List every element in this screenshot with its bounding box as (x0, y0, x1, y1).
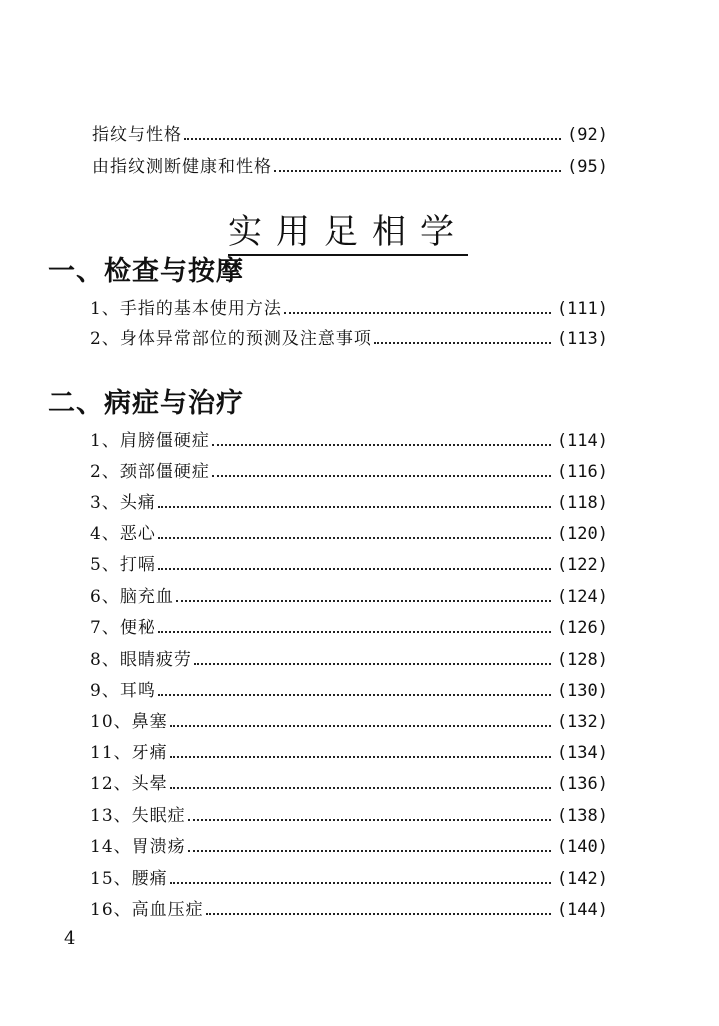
dot-leader (158, 496, 551, 508)
toc-entry[interactable] (90, 488, 608, 512)
dot-leader (158, 621, 551, 633)
toc-entry-page: (140) (556, 837, 608, 857)
toc-entry[interactable] (90, 294, 608, 318)
toc-entry-label: 1、手指的基本使用方法 (90, 299, 282, 319)
dot-leader (184, 128, 561, 140)
dot-leader (188, 840, 551, 852)
toc-entry-page: (134) (556, 743, 608, 763)
toc-entry[interactable] (90, 864, 608, 888)
dot-leader (212, 434, 551, 446)
toc-entry-page: (128) (556, 650, 608, 670)
dot-leader (158, 527, 551, 539)
toc-entry-page: (92) (567, 125, 608, 145)
toc-entry-label: 1、肩膀僵硬症 (90, 431, 210, 451)
dot-leader (170, 777, 551, 789)
page-title: 实用足相学 (228, 212, 468, 256)
toc-entry-label: 9、耳鸣 (90, 681, 156, 701)
dot-leader (170, 746, 551, 758)
toc-entry-label: 13、失眠症 (90, 806, 186, 826)
dot-leader (170, 872, 551, 884)
toc-entry[interactable] (90, 324, 608, 348)
toc-entry-page: (120) (556, 524, 608, 544)
toc-entry[interactable] (92, 120, 608, 144)
toc-entry-label: 5、打嗝 (90, 555, 156, 575)
toc-entry-label: 10、鼻塞 (90, 712, 168, 732)
toc-entry[interactable] (90, 582, 608, 606)
section-heading: 二、病症与治疗 (48, 388, 244, 419)
toc-entry[interactable] (90, 801, 608, 825)
dot-leader (206, 903, 551, 915)
toc-entry-page: (122) (556, 555, 608, 575)
toc-entry[interactable] (90, 519, 608, 543)
toc-entry-page: (136) (556, 774, 608, 794)
dot-leader (188, 809, 551, 821)
toc-entry-page: (111) (556, 299, 608, 319)
toc-entry-label: 8、眼睛疲劳 (90, 650, 192, 670)
toc-entry-label: 15、腰痛 (90, 869, 168, 889)
toc-entry-label: 16、高血压症 (90, 900, 204, 920)
toc-entry-label: 3、头痛 (90, 493, 156, 513)
toc-entry[interactable] (90, 676, 608, 700)
section-heading: 一、检查与按摩 (48, 256, 244, 287)
toc-entry-label: 14、胃溃疡 (90, 837, 186, 857)
toc-entry-label: 指纹与性格 (92, 125, 182, 145)
toc-entry-page: (95) (567, 157, 608, 177)
toc-entry-page: (114) (556, 431, 608, 451)
toc-entry-page: (130) (556, 681, 608, 701)
toc-entry[interactable] (90, 645, 608, 669)
toc-entry-label: 2、颈部僵硬症 (90, 462, 210, 482)
toc-entry-page: (116) (556, 462, 608, 482)
toc-entry-label: 12、头晕 (90, 774, 168, 794)
page-number: 4 (64, 928, 76, 949)
toc-entry[interactable] (90, 550, 608, 574)
dot-leader (158, 558, 551, 570)
toc-entry[interactable] (90, 832, 608, 856)
toc-entry-label: 11、牙痛 (90, 743, 168, 763)
toc-entry-page: (126) (556, 618, 608, 638)
toc-entry-page: (132) (556, 712, 608, 732)
dot-leader (212, 465, 551, 477)
toc-entry[interactable] (92, 152, 608, 176)
dot-leader (274, 160, 561, 172)
toc-entry-page: (138) (556, 806, 608, 826)
toc-entry-label: 6、脑充血 (90, 587, 174, 607)
dot-leader (284, 302, 551, 314)
toc-entry[interactable] (90, 895, 608, 919)
toc-entry-label: 2、身体异常部位的预测及注意事项 (90, 329, 372, 349)
toc-entry-page: (124) (556, 587, 608, 607)
toc-entry-label: 7、便秘 (90, 618, 156, 638)
toc-entry[interactable] (90, 769, 608, 793)
toc-entry[interactable] (90, 738, 608, 762)
dot-leader (158, 684, 551, 696)
dot-leader (194, 653, 551, 665)
dot-leader (374, 332, 551, 344)
dot-leader (176, 590, 551, 602)
toc-entry[interactable] (90, 707, 608, 731)
toc-entry-page: (118) (556, 493, 608, 513)
toc-entry-page: (113) (556, 329, 608, 349)
dot-leader (170, 715, 551, 727)
toc-entry[interactable] (90, 613, 608, 637)
toc-entry-label: 由指纹测断健康和性格 (92, 157, 272, 177)
toc-entry[interactable] (90, 457, 608, 481)
toc-entry-page: (142) (556, 869, 608, 889)
toc-entry[interactable] (90, 426, 608, 450)
toc-entry-label: 4、恶心 (90, 524, 156, 544)
toc-entry-page: (144) (556, 900, 608, 920)
